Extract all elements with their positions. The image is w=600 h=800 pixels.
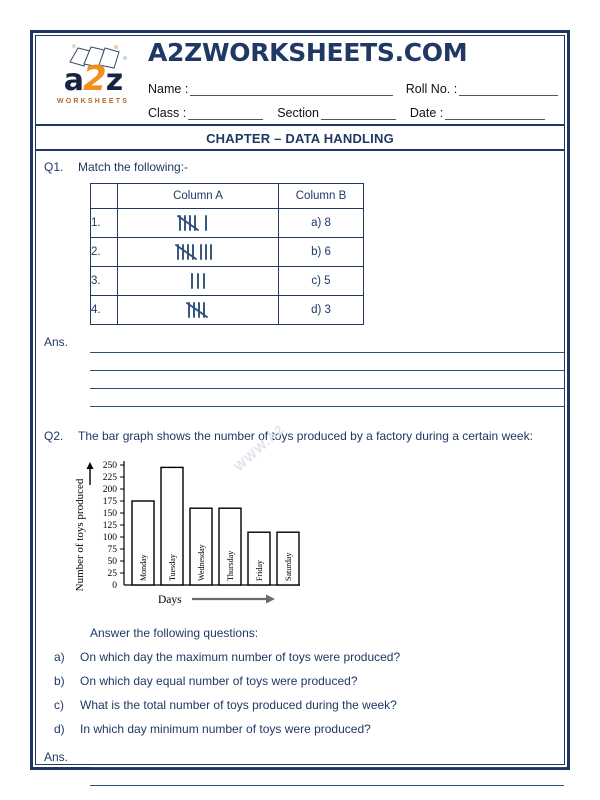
tally-cell [118, 267, 279, 296]
q1-number: Q1. [44, 160, 64, 174]
svg-text:225: 225 [102, 473, 117, 483]
y-axis-label: Number of toys produced [74, 478, 86, 592]
section-input[interactable] [321, 106, 396, 120]
question-2 [36, 429, 564, 443]
brand-title: A2ZWORKSHEETS.COM [148, 38, 468, 67]
subquestion-text: On which day the maximum number of toys were produced? [80, 650, 401, 664]
q2-number: Q2. [44, 429, 64, 443]
name-label: Name : [148, 82, 189, 96]
table-row[interactable] [91, 296, 364, 325]
class-section-date-row [148, 96, 558, 120]
subquestion-b [36, 674, 564, 688]
y-tick-labels [103, 461, 118, 591]
roll-label: Roll No. : [405, 82, 458, 96]
svg-text:Monday: Monday [139, 554, 148, 581]
row-index: 1. [91, 209, 118, 238]
answer-line[interactable] [90, 768, 564, 786]
subquestion-d [36, 722, 564, 736]
logo-wordmark: a2z [63, 59, 123, 99]
tally-marks-icon [173, 241, 223, 263]
question-1 [36, 160, 564, 174]
chapter-title: CHAPTER – DATA HANDLING [36, 126, 564, 151]
svg-text:Saturday: Saturday [284, 552, 293, 581]
student-info-fields [148, 72, 558, 120]
subquestion-text: In which day minimum number of toys were produced? [80, 722, 371, 736]
svg-text:150: 150 [102, 509, 117, 519]
svg-text:Tuesday: Tuesday [168, 554, 177, 581]
tally-marks-icon [186, 270, 210, 292]
watermark-text: WWW.A2 [231, 421, 288, 475]
name-roll-row [148, 72, 558, 96]
svg-text:Wednesday: Wednesday [197, 544, 206, 581]
date-label: Date : [409, 106, 444, 120]
answer-line[interactable] [90, 335, 564, 353]
answer-intro: Answer the following questions: [90, 626, 259, 640]
svg-text:75: 75 [107, 545, 117, 555]
answer-line[interactable] [90, 389, 564, 407]
tally-cell [118, 238, 279, 267]
row-index: 4. [91, 296, 118, 325]
logo-bolt-2: 2 [83, 59, 106, 99]
table-row[interactable] [91, 238, 364, 267]
table-row[interactable] [91, 267, 364, 296]
svg-text:200: 200 [102, 485, 117, 495]
section-label: Section [277, 106, 319, 120]
q2-answer-area [36, 750, 564, 786]
q1-ans-label: Ans. [44, 335, 69, 349]
svg-text:Thursday: Thursday [226, 550, 235, 581]
answer-line[interactable] [90, 371, 564, 389]
worksheet-body [36, 160, 564, 786]
header-blank [91, 184, 118, 209]
svg-text:125: 125 [102, 521, 117, 531]
tally-cell [118, 209, 279, 238]
q1-prompt: Match the following:- [78, 160, 189, 174]
date-input[interactable] [445, 106, 545, 120]
answer-line[interactable] [90, 353, 564, 371]
tally-marks-icon [175, 212, 221, 234]
q2-answer-lines [90, 750, 564, 786]
subquestion-a [36, 650, 564, 664]
subquestion-label: a) [54, 650, 65, 664]
logo-subtext: WORKSHEETS [56, 98, 130, 105]
class-input[interactable] [188, 106, 263, 120]
subquestion-c [36, 698, 564, 712]
option-cell: b) 6 [279, 238, 364, 267]
svg-text:25: 25 [107, 569, 117, 579]
svg-text:50: 50 [107, 557, 117, 567]
row-index: 3. [91, 267, 118, 296]
y-axis-arrow [87, 462, 94, 485]
subquestion-label: d) [54, 722, 65, 736]
svg-text:175: 175 [102, 497, 117, 507]
x-axis-arrow [192, 595, 275, 604]
worksheet-header [36, 36, 564, 126]
subquestion-label: b) [54, 674, 65, 688]
answer-line[interactable] [90, 750, 564, 768]
subquestion-label: c) [54, 698, 64, 712]
table-row[interactable] [91, 209, 364, 238]
bars [132, 467, 299, 585]
match-table [90, 183, 364, 325]
option-cell: c) 5 [279, 267, 364, 296]
svg-text:250: 250 [102, 461, 117, 471]
option-cell: a) 8 [279, 209, 364, 238]
subquestion-text: What is the total number of toys produced during the week? [80, 698, 397, 712]
q2-prompt: The bar graph shows the number of toys produced by a factory during a certain week: [78, 429, 533, 443]
q1-answer-lines [90, 335, 564, 407]
roll-input[interactable] [459, 82, 558, 96]
header-column-a: Column A [118, 184, 279, 209]
option-cell: d) 3 [279, 296, 364, 325]
header-column-b: Column B [279, 184, 364, 209]
page-content [36, 36, 564, 764]
class-label: Class : [148, 106, 187, 120]
svg-text:0: 0 [112, 581, 117, 591]
q2-ans-label: Ans. [44, 750, 69, 764]
x-axis-label: Days [158, 594, 182, 606]
toys-produced-bar-chart [72, 457, 312, 619]
subquestion-text: On which day equal number of toys were produced? [80, 674, 358, 688]
row-index: 2. [91, 238, 118, 267]
tally-marks-icon [184, 299, 212, 321]
a2z-logo [44, 40, 136, 118]
svg-text:Friday: Friday [255, 560, 264, 581]
table-header-row [91, 184, 364, 209]
svg-text:100: 100 [102, 533, 117, 543]
tally-cell [118, 296, 279, 325]
name-input[interactable] [190, 82, 392, 96]
q1-answer-area [36, 335, 564, 407]
